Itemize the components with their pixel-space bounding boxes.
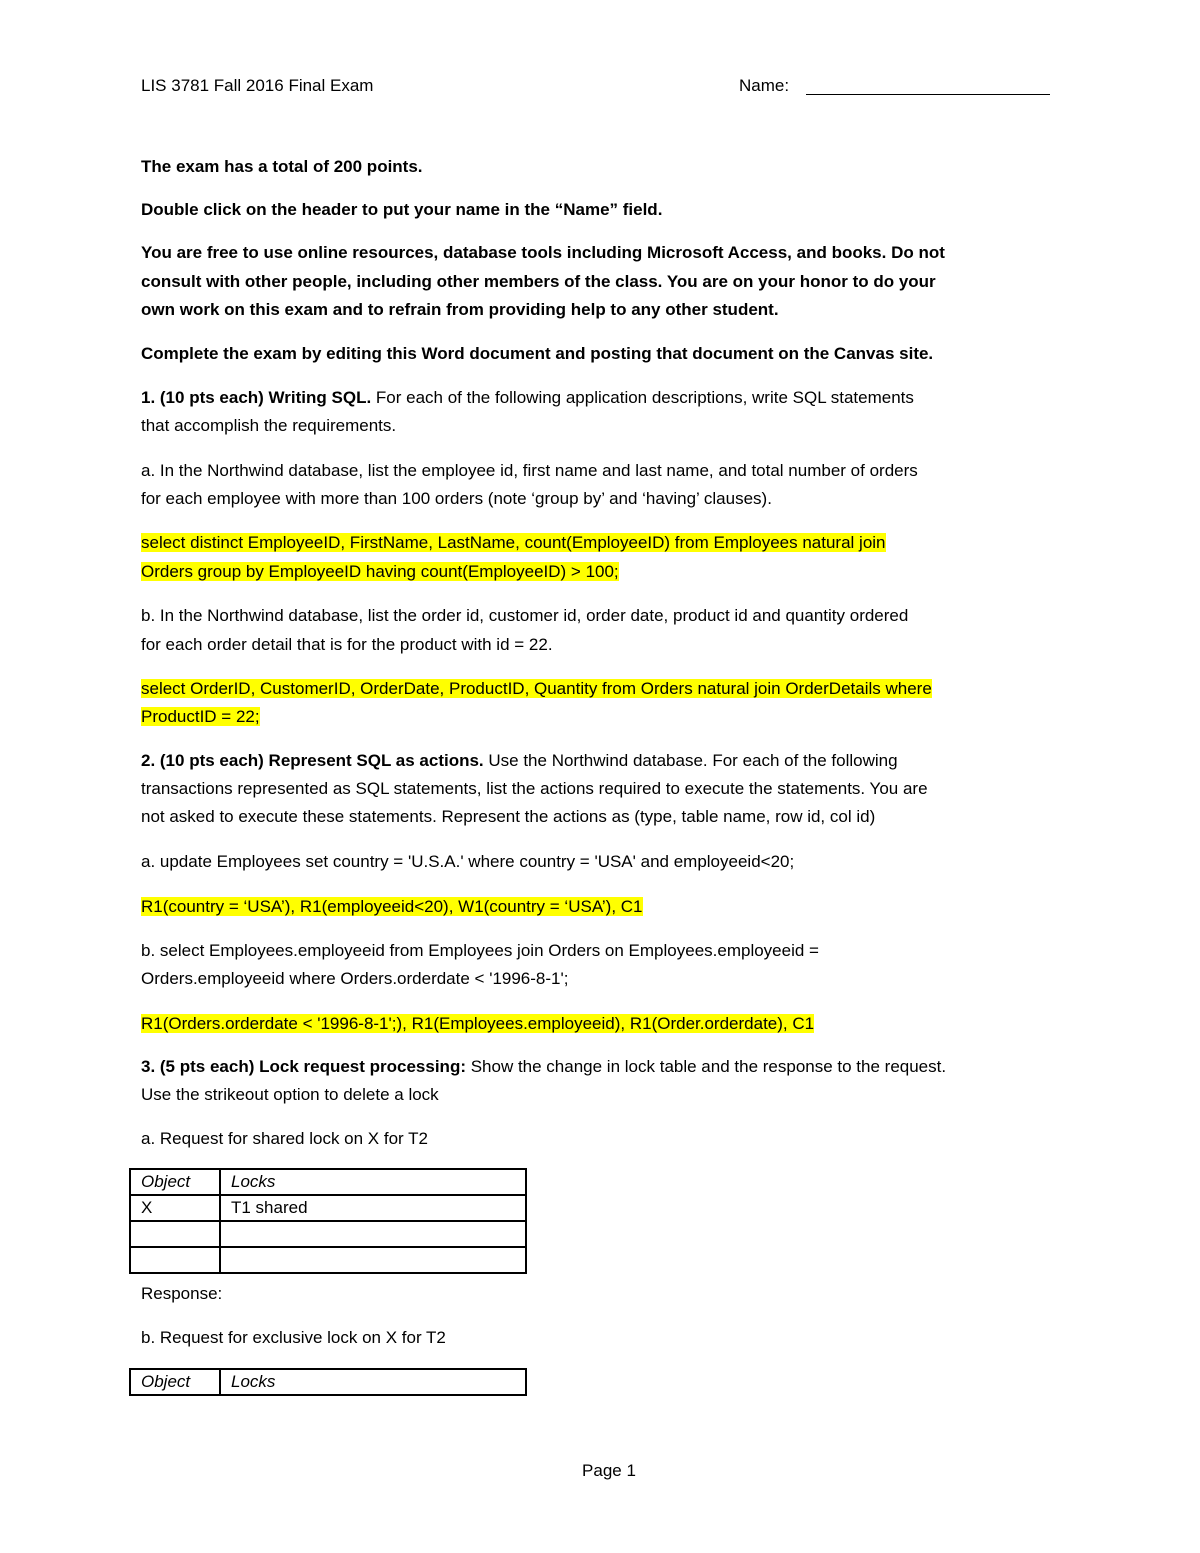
intro-rules-line-1: You are free to use online resources, database tools including Microsoft Access, and books. Do not [141,243,945,262]
intro-rules-line-2: consult with other people, including other members of the class. You are on your honor to do your [141,272,936,291]
q1b-line-1: b. In the Northwind database, list the order id, customer id, order date, product id and quantity ordered [141,606,909,625]
q1b-answer-line-1[interactable] [141,677,932,701]
q2-heading-line-3: not asked to execute these statements. Represent the actions as (type, table name, row id, col id) [141,807,876,826]
q1a-answer-line-1[interactable] [141,531,886,555]
q2a-answer[interactable] [141,895,643,919]
name-field-line[interactable] [806,94,1050,95]
q2a-answer-text: R1(country = ‘USA’), R1(employeeid<20), W1(country = ‘USA’), C1 [141,897,643,916]
q1a-answer-line-2[interactable] [141,560,619,584]
q3-heading-line-2: Use the strikeout option to delete a lock [141,1085,439,1104]
q2a-line: a. update Employees set country = 'U.S.A.' where country = 'USA' and employeeid<20; [141,852,795,871]
q2b-answer[interactable] [141,1012,814,1036]
q1b-answer-line-2[interactable] [141,705,260,729]
q1a-answer-text-2: Orders group by EmployeeID having count(EmployeeID) > 100; [141,562,619,581]
q2-heading-bold: 2. (10 pts each) Represent SQL as actions. [141,751,484,770]
lock-table-a-cell[interactable]: X [130,1195,220,1221]
page-number: Page 1 [582,1461,636,1480]
intro-complete: Complete the exam by editing this Word document and posting that document on the Canvas site. [141,344,934,363]
lock-table-b-header-row [130,1369,526,1395]
lock-table-a-header-object: Object [130,1169,220,1195]
table-row [130,1195,526,1221]
q2-heading-rest: Use the Northwind database. For each of the following [483,751,898,770]
q1-heading-bold: 1. (10 pts each) Writing SQL. [141,388,372,407]
q3a-response-label[interactable]: Response: [141,1284,223,1303]
header-title: LIS 3781 Fall 2016 Final Exam [141,76,374,95]
q1-heading-rest: For each of the following application descriptions, write SQL statements [371,388,914,407]
lock-table-a-cell[interactable] [130,1221,220,1247]
q1a-line-2: for each employee with more than 100 orders (note ‘group by’ and ‘having’ clauses). [141,489,772,508]
q2-heading-line-2: transactions represented as SQL statements, list the actions required to execute the statements. You are [141,779,928,798]
q3-heading-rest: Show the change in lock table and the response to the request. [465,1057,947,1076]
q2-heading [141,749,898,773]
q1b-answer-text-2: ProductID = 22; [141,707,260,726]
q2b-line-2: Orders.employeeid where Orders.orderdate < '1996-8-1'; [141,969,569,988]
q3-heading-bold: 3. (5 pts each) Lock request processing: [141,1057,466,1076]
lock-table-a-header-locks: Locks [220,1169,526,1195]
intro-double-click: Double click on the header to put your name in the “Name” field. [141,200,663,219]
intro-rules-line-3: own work on this exam and to refrain from providing help to any other student. [141,300,779,319]
q2b-line-1: b. select Employees.employeeid from Employees join Orders on Employees.employeeid = [141,941,819,960]
intro-total: The exam has a total of 200 points. [141,157,423,176]
lock-table-a-cell[interactable] [220,1247,526,1273]
q3-heading [141,1055,946,1079]
header-name-label: Name: [739,76,790,95]
q1b-line-2: for each order detail that is for the product with id = 22. [141,635,553,654]
q2b-answer-text: R1(Orders.orderdate < '1996-8-1';), R1(Employees.employeeid), R1(Order.orderdate), C1 [141,1014,815,1033]
lock-table-b [129,1368,527,1396]
table-row [130,1221,526,1247]
q1-heading [141,386,914,410]
lock-table-b-header-locks: Locks [220,1369,526,1395]
lock-table-a [129,1168,527,1274]
q3b-line: b. Request for exclusive lock on X for T2 [141,1328,446,1347]
table-row [130,1247,526,1273]
lock-table-a-cell[interactable] [130,1247,220,1273]
lock-table-a-header-row [130,1169,526,1195]
lock-table-a-cell[interactable] [220,1221,526,1247]
lock-table-b-header-object: Object [130,1369,220,1395]
q1b-answer-text-1: select OrderID, CustomerID, OrderDate, ProductID, Quantity from Orders natural join OrderDetails where [141,679,932,698]
lock-table-a-cell[interactable]: T1 shared [220,1195,526,1221]
q3a-line: a. Request for shared lock on X for T2 [141,1129,428,1148]
q1-heading-line-2: that accomplish the requirements. [141,416,397,435]
q1a-answer-text-1: select distinct EmployeeID, FirstName, LastName, count(EmployeeID) from Employees natural join [141,533,886,552]
q1a-line-1: a. In the Northwind database, list the employee id, first name and last name, and total number of orders [141,461,918,480]
